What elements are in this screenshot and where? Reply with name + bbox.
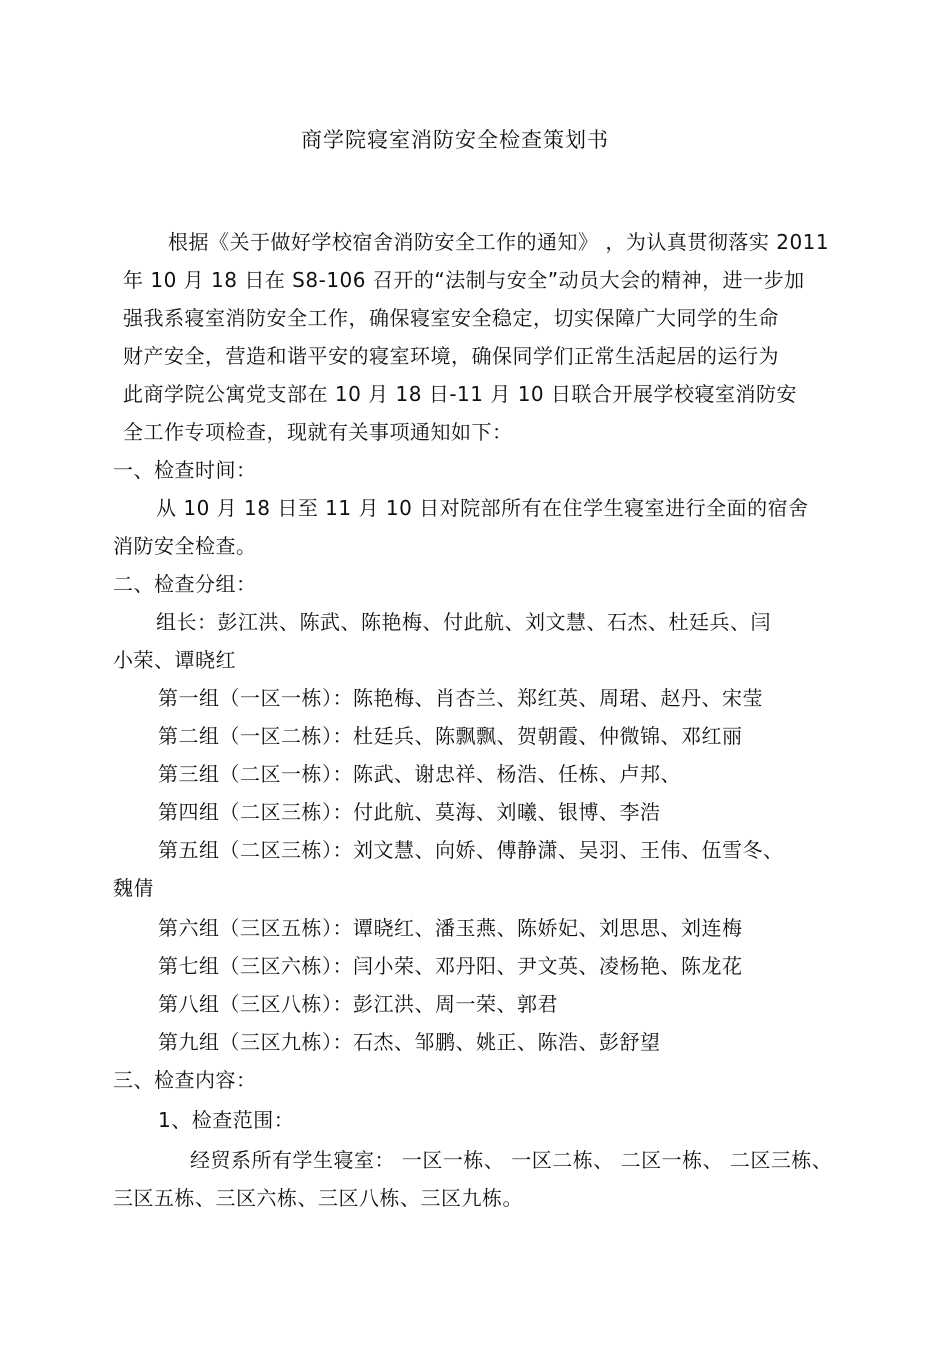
group-line: 第五组（二区三栋）：刘文慧、向娇、傅静潇、吴羽、王伟、伍雪冬、 [158, 838, 784, 862]
intro-line: 根据《关于做好学校宿舍消防安全工作的通知》 ，为认真贯彻落实 2011 [168, 230, 830, 254]
group-line: 第四组（二区三栋）：付此航、莫海、刘曦、银博、李浩 [158, 800, 661, 824]
group-line: 第一组（一区一栋）：陈艳梅、肖杏兰、郑红英、周珺、赵丹、宋莹 [158, 686, 763, 710]
section-heading-inspection-time: 一、检查时间： [113, 458, 257, 482]
leaders-line: 小荣、谭晓红 [113, 648, 236, 672]
intro-line: 年 10 月 18 日在 S8-106 召开的“法制与安全”动员大会的精神，进一步加 [123, 268, 805, 292]
inspection-time-line: 消防安全检查。 [113, 534, 257, 558]
group-line: 第九组（三区九栋）：石杰、邹鹏、姚正、陈浩、彭舒望 [158, 1030, 661, 1054]
scope-line: 三区五栋、三区六栋、三区八栋、三区九栋。 [113, 1186, 523, 1210]
intro-line: 财产安全，营造和谐平安的寝室环境，确保同学们正常生活起居的运行为 [123, 344, 779, 368]
group-line: 第三组（二区一栋）：陈武、谢忠祥、杨浩、任栋、卢邦、 [158, 762, 681, 786]
group-line: 第六组（三区五栋）：谭晓红、潘玉燕、陈娇妃、刘思思、刘连梅 [158, 916, 743, 940]
section-heading-inspection-groups: 二、检查分组： [113, 572, 257, 596]
intro-line: 此商学院公寓党支部在 10 月 18 日-11 月 10 日联合开展学校寝室消防安 [123, 382, 798, 406]
leaders-line: 组长：彭江洪、陈武、陈艳梅、付此航、刘文慧、石杰、杜廷兵、闫 [156, 610, 771, 634]
intro-line: 全工作专项检查，现就有关事项通知如下： [123, 420, 513, 444]
group-line: 第二组（一区二栋）：杜廷兵、陈飘飘、贺朝霞、仲微锦、邓红丽 [158, 724, 743, 748]
group-line: 第八组（三区八栋）：彭江洪、周一荣、郭君 [158, 992, 558, 1016]
inspection-time-line: 从 10 月 18 日至 11 月 10 日对院部所有在住学生寝室进行全面的宿舍 [156, 496, 809, 520]
group-line-continuation: 魏倩 [113, 876, 154, 900]
section-heading-inspection-content: 三、检查内容： [113, 1068, 257, 1092]
intro-line: 强我系寝室消防安全工作，确保寝室安全稳定，切实保障广大同学的生命 [123, 306, 779, 330]
group-line: 第七组（三区六栋）：闫小荣、邓丹阳、尹文英、凌杨艳、陈龙花 [158, 954, 743, 978]
scope-line: 经贸系所有学生寝室： 一区一栋、 一区二栋、 二区一栋、 二区三栋、 [190, 1148, 833, 1172]
document-title: 商学院寝室消防安全检查策划书 [301, 128, 609, 152]
subsection-heading-scope: 1、检查范围： [158, 1108, 295, 1132]
